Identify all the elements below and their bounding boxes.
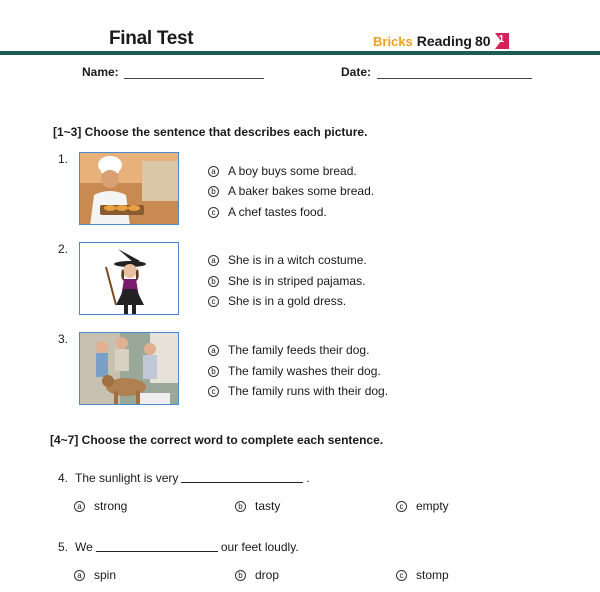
option-text: stomp bbox=[416, 568, 449, 582]
question-4-blank[interactable] bbox=[181, 482, 303, 483]
option-marker: a bbox=[208, 166, 219, 177]
date-field[interactable] bbox=[377, 78, 532, 79]
option-text: The family feeds their dog. bbox=[228, 343, 370, 357]
option-text: empty bbox=[416, 499, 449, 513]
question-5-number: 5. bbox=[58, 540, 69, 554]
section1-instruction: [1~3] Choose the sentence that describes each picture. bbox=[53, 125, 368, 139]
q2-option-c[interactable] bbox=[208, 294, 346, 308]
question-2-number: 2. bbox=[58, 242, 69, 256]
option-marker: c bbox=[208, 207, 219, 218]
level-badge-icon bbox=[493, 32, 510, 50]
q5-option-c[interactable] bbox=[396, 568, 449, 582]
option-text: A baker bakes some bread. bbox=[228, 184, 375, 198]
option-text: She is in a witch costume. bbox=[228, 253, 367, 267]
option-text: spin bbox=[94, 568, 117, 582]
option-text: A boy buys some bread. bbox=[228, 164, 357, 178]
date-label: Date: bbox=[341, 65, 372, 79]
option-text: drop bbox=[255, 568, 280, 582]
question-4-sentence bbox=[58, 471, 310, 485]
section2-instruction: [4~7] Choose the correct word to complete each sentence. bbox=[50, 433, 384, 447]
q4-option-b[interactable] bbox=[235, 499, 280, 513]
question-1-number: 1. bbox=[58, 152, 69, 166]
question-5-after: our feet loudly. bbox=[220, 540, 299, 554]
option-marker: b bbox=[208, 276, 219, 287]
option-marker: c bbox=[396, 570, 407, 581]
level-badge-number: 1 bbox=[498, 34, 505, 45]
witch-costume-photo bbox=[79, 242, 179, 315]
option-marker: a bbox=[74, 570, 85, 581]
option-text: A chef tastes food. bbox=[228, 205, 327, 219]
question-4-number: 4. bbox=[58, 471, 69, 485]
option-text: tasty bbox=[255, 499, 281, 513]
brand-part1: Bricks bbox=[373, 33, 413, 49]
question-5-before: We bbox=[75, 540, 93, 554]
q5-option-a[interactable] bbox=[74, 568, 116, 582]
option-marker: c bbox=[208, 296, 219, 307]
q1-option-c[interactable] bbox=[208, 205, 327, 219]
brand-logo bbox=[373, 32, 510, 50]
page-title: Final Test bbox=[109, 28, 194, 49]
question-4-after: . bbox=[306, 471, 310, 485]
option-text: She is in a gold dress. bbox=[228, 294, 347, 308]
option-text: The family washes their dog. bbox=[228, 364, 381, 378]
option-marker: c bbox=[208, 386, 219, 397]
option-marker: c bbox=[396, 501, 407, 512]
option-marker: b bbox=[235, 501, 246, 512]
q2-option-a[interactable] bbox=[208, 253, 367, 267]
q1-option-a[interactable] bbox=[208, 164, 357, 178]
header-rule bbox=[0, 51, 600, 55]
q5-option-b[interactable] bbox=[235, 568, 279, 582]
option-marker: b bbox=[235, 570, 246, 581]
question-3-number: 3. bbox=[58, 332, 69, 346]
option-text: The family runs with their dog. bbox=[228, 384, 389, 398]
option-marker: b bbox=[208, 186, 219, 197]
option-marker: a bbox=[74, 501, 85, 512]
option-marker: b bbox=[208, 366, 219, 377]
option-marker: a bbox=[208, 345, 219, 356]
q4-option-c[interactable] bbox=[396, 499, 449, 513]
family-dog-photo bbox=[79, 332, 179, 405]
q3-option-c[interactable] bbox=[208, 384, 388, 398]
q4-option-a[interactable] bbox=[74, 499, 127, 513]
brand-part2: Reading bbox=[416, 33, 472, 49]
question-5-sentence bbox=[58, 540, 299, 554]
q2-option-b[interactable] bbox=[208, 274, 365, 288]
name-field[interactable] bbox=[124, 78, 264, 79]
option-text: She is in striped pajamas. bbox=[228, 274, 366, 288]
option-text: strong bbox=[94, 499, 128, 513]
brand-level: 80 bbox=[474, 33, 491, 49]
question-4-before: The sunlight is very bbox=[75, 471, 179, 485]
baker-photo bbox=[79, 152, 179, 225]
name-label: Name: bbox=[82, 65, 119, 79]
q3-option-b[interactable] bbox=[208, 364, 381, 378]
question-5-blank[interactable] bbox=[96, 551, 218, 552]
option-marker: a bbox=[208, 255, 219, 266]
q3-option-a[interactable] bbox=[208, 343, 369, 357]
q1-option-b[interactable] bbox=[208, 184, 374, 198]
